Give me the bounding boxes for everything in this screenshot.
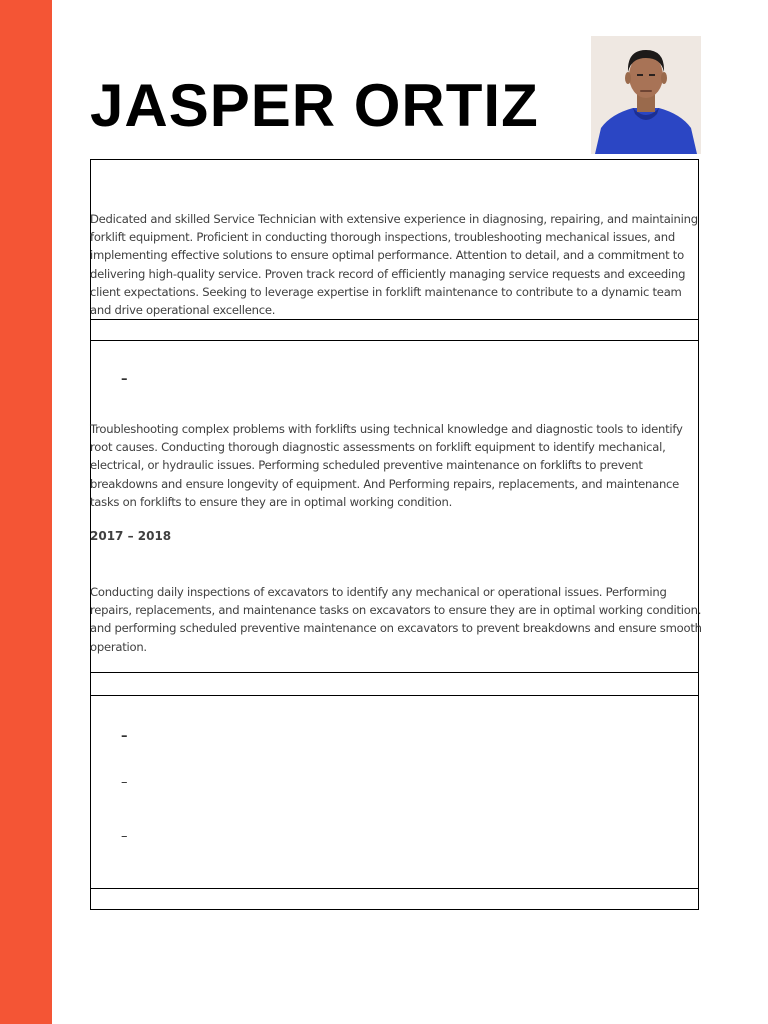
profile-photo [591, 36, 701, 154]
education-dash: – [121, 829, 128, 844]
summary-header-spacer [90, 319, 699, 341]
summary-text: Dedicated and skilled Service Technician with extensive experience in diagnosing, repairing, and maintaining forklift equipment. Proficient in conducting thorough inspections, troubleshooting mechanical issues, and implementing effective solutions to ensure optimal performance. Attention to detail, and a commitment to delivering high-quality service. Proven track record of efficiently managing service requests and exceeding client expectations. Seeking to leverage expertise in forklift maintenance to contribute to a dynamic team and drive operational excellence. [90, 212, 698, 318]
experience-header-spacer [90, 672, 699, 696]
accent-side-bar [0, 0, 52, 1024]
job-description: Troubleshooting complex problems with forklifts using technical knowledge and diagnostic tools to identify root causes. Conducting thorough diagnostic assessments on forklift equipment to identify mechanical, electrical, or hydraulic issues. Performing scheduled preventive maintenance on forklifts to prevent breakdowns and ensure longevity of equipment. And Performing repairs, replacements, and maintenance tasks on forklifts to ensure they are in optimal working condition. [90, 422, 683, 509]
job-description: Conducting daily inspections of excavators to identify any mechanical or operational issues. Performing repairs, replacements, and maintenance tasks on excavators to ensure they are in optimal working condition. and performing scheduled preventive maintenance on excavators to prevent breakdowns and ensure smooth operation. [90, 585, 702, 654]
job-years: 2017 – 2018 [90, 529, 172, 543]
education-dash: – [121, 729, 128, 744]
education-section-box [90, 695, 699, 889]
education-footer-spacer [90, 888, 699, 910]
education-dash: – [121, 775, 128, 790]
profile-photo-image [591, 36, 701, 154]
job-title-dash: – [121, 372, 128, 387]
candidate-name: JASPER ORTIZ [90, 72, 539, 139]
